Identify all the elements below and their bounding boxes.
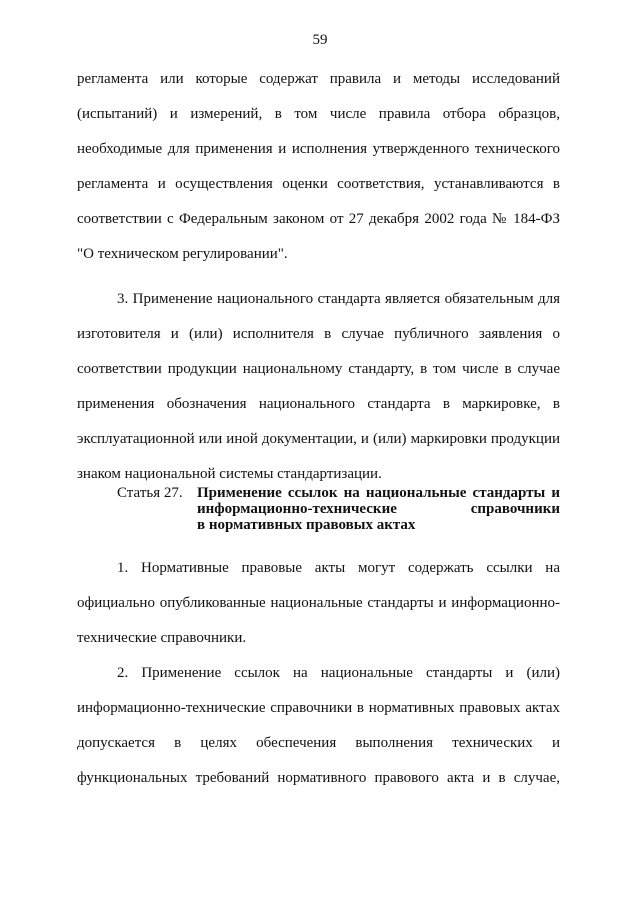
text-line: (испытаний) и измерений, в том числе правила отбора образцов, bbox=[77, 106, 560, 122]
text-line: регламента и осуществления оценки соответствия, устанавливаются в bbox=[77, 176, 560, 192]
text-line: официально опубликованные национальные стандарты и информационно- bbox=[77, 595, 560, 611]
text-line: эксплуатационной или иной документации, и (или) маркировки продукции bbox=[77, 431, 560, 447]
text-line: информационно-технические справочники в нормативных правовых актах bbox=[77, 700, 560, 716]
text-line: 3. Применение национального стандарта является обязательным для bbox=[117, 291, 560, 307]
article-body bbox=[77, 551, 560, 796]
text-line: необходимые для применения и исполнения утвержденного технического bbox=[77, 141, 560, 157]
article-title-line: в нормативных правовых актах bbox=[197, 517, 416, 533]
paragraph-continuation bbox=[77, 62, 560, 272]
paragraph-item-3 bbox=[77, 282, 560, 492]
article-title bbox=[197, 485, 560, 533]
text-line: применения обозначения национального стандарта в маркировке, в bbox=[77, 396, 560, 412]
text-line: соответствии продукции национальному стандарту, в том числе в случае bbox=[77, 361, 560, 377]
text-line: соответствии с Федеральным законом от 27 декабря 2002 года № 184-ФЗ bbox=[77, 211, 560, 227]
text-line: технические справочники. bbox=[77, 630, 247, 646]
page-number: 59 bbox=[312, 32, 328, 48]
text-line: функциональных требований нормативного правового акта и в случае, bbox=[77, 770, 560, 786]
text-line: 2. Применение ссылок на национальные стандарты и (или) bbox=[117, 665, 560, 681]
text-line: изготовителя и (или) исполнителя в случае публичного заявления о bbox=[77, 326, 560, 342]
article-number: Статья 27. bbox=[117, 485, 183, 501]
text-line: знаком национальной системы стандартизации. bbox=[77, 466, 382, 482]
text-line: допускается в целях обеспечения выполнения технических и bbox=[77, 735, 560, 751]
article-title-line: Применение ссылок на национальные стандарты и bbox=[197, 485, 560, 501]
text-line: "О техническом регулировании". bbox=[77, 246, 288, 262]
text-line: 1. Нормативные правовые акты могут содержать ссылки на bbox=[117, 560, 560, 576]
article-title-line: информационно-технические справочники bbox=[197, 501, 560, 517]
text-line: регламента или которые содержат правила и методы исследований bbox=[77, 71, 560, 87]
